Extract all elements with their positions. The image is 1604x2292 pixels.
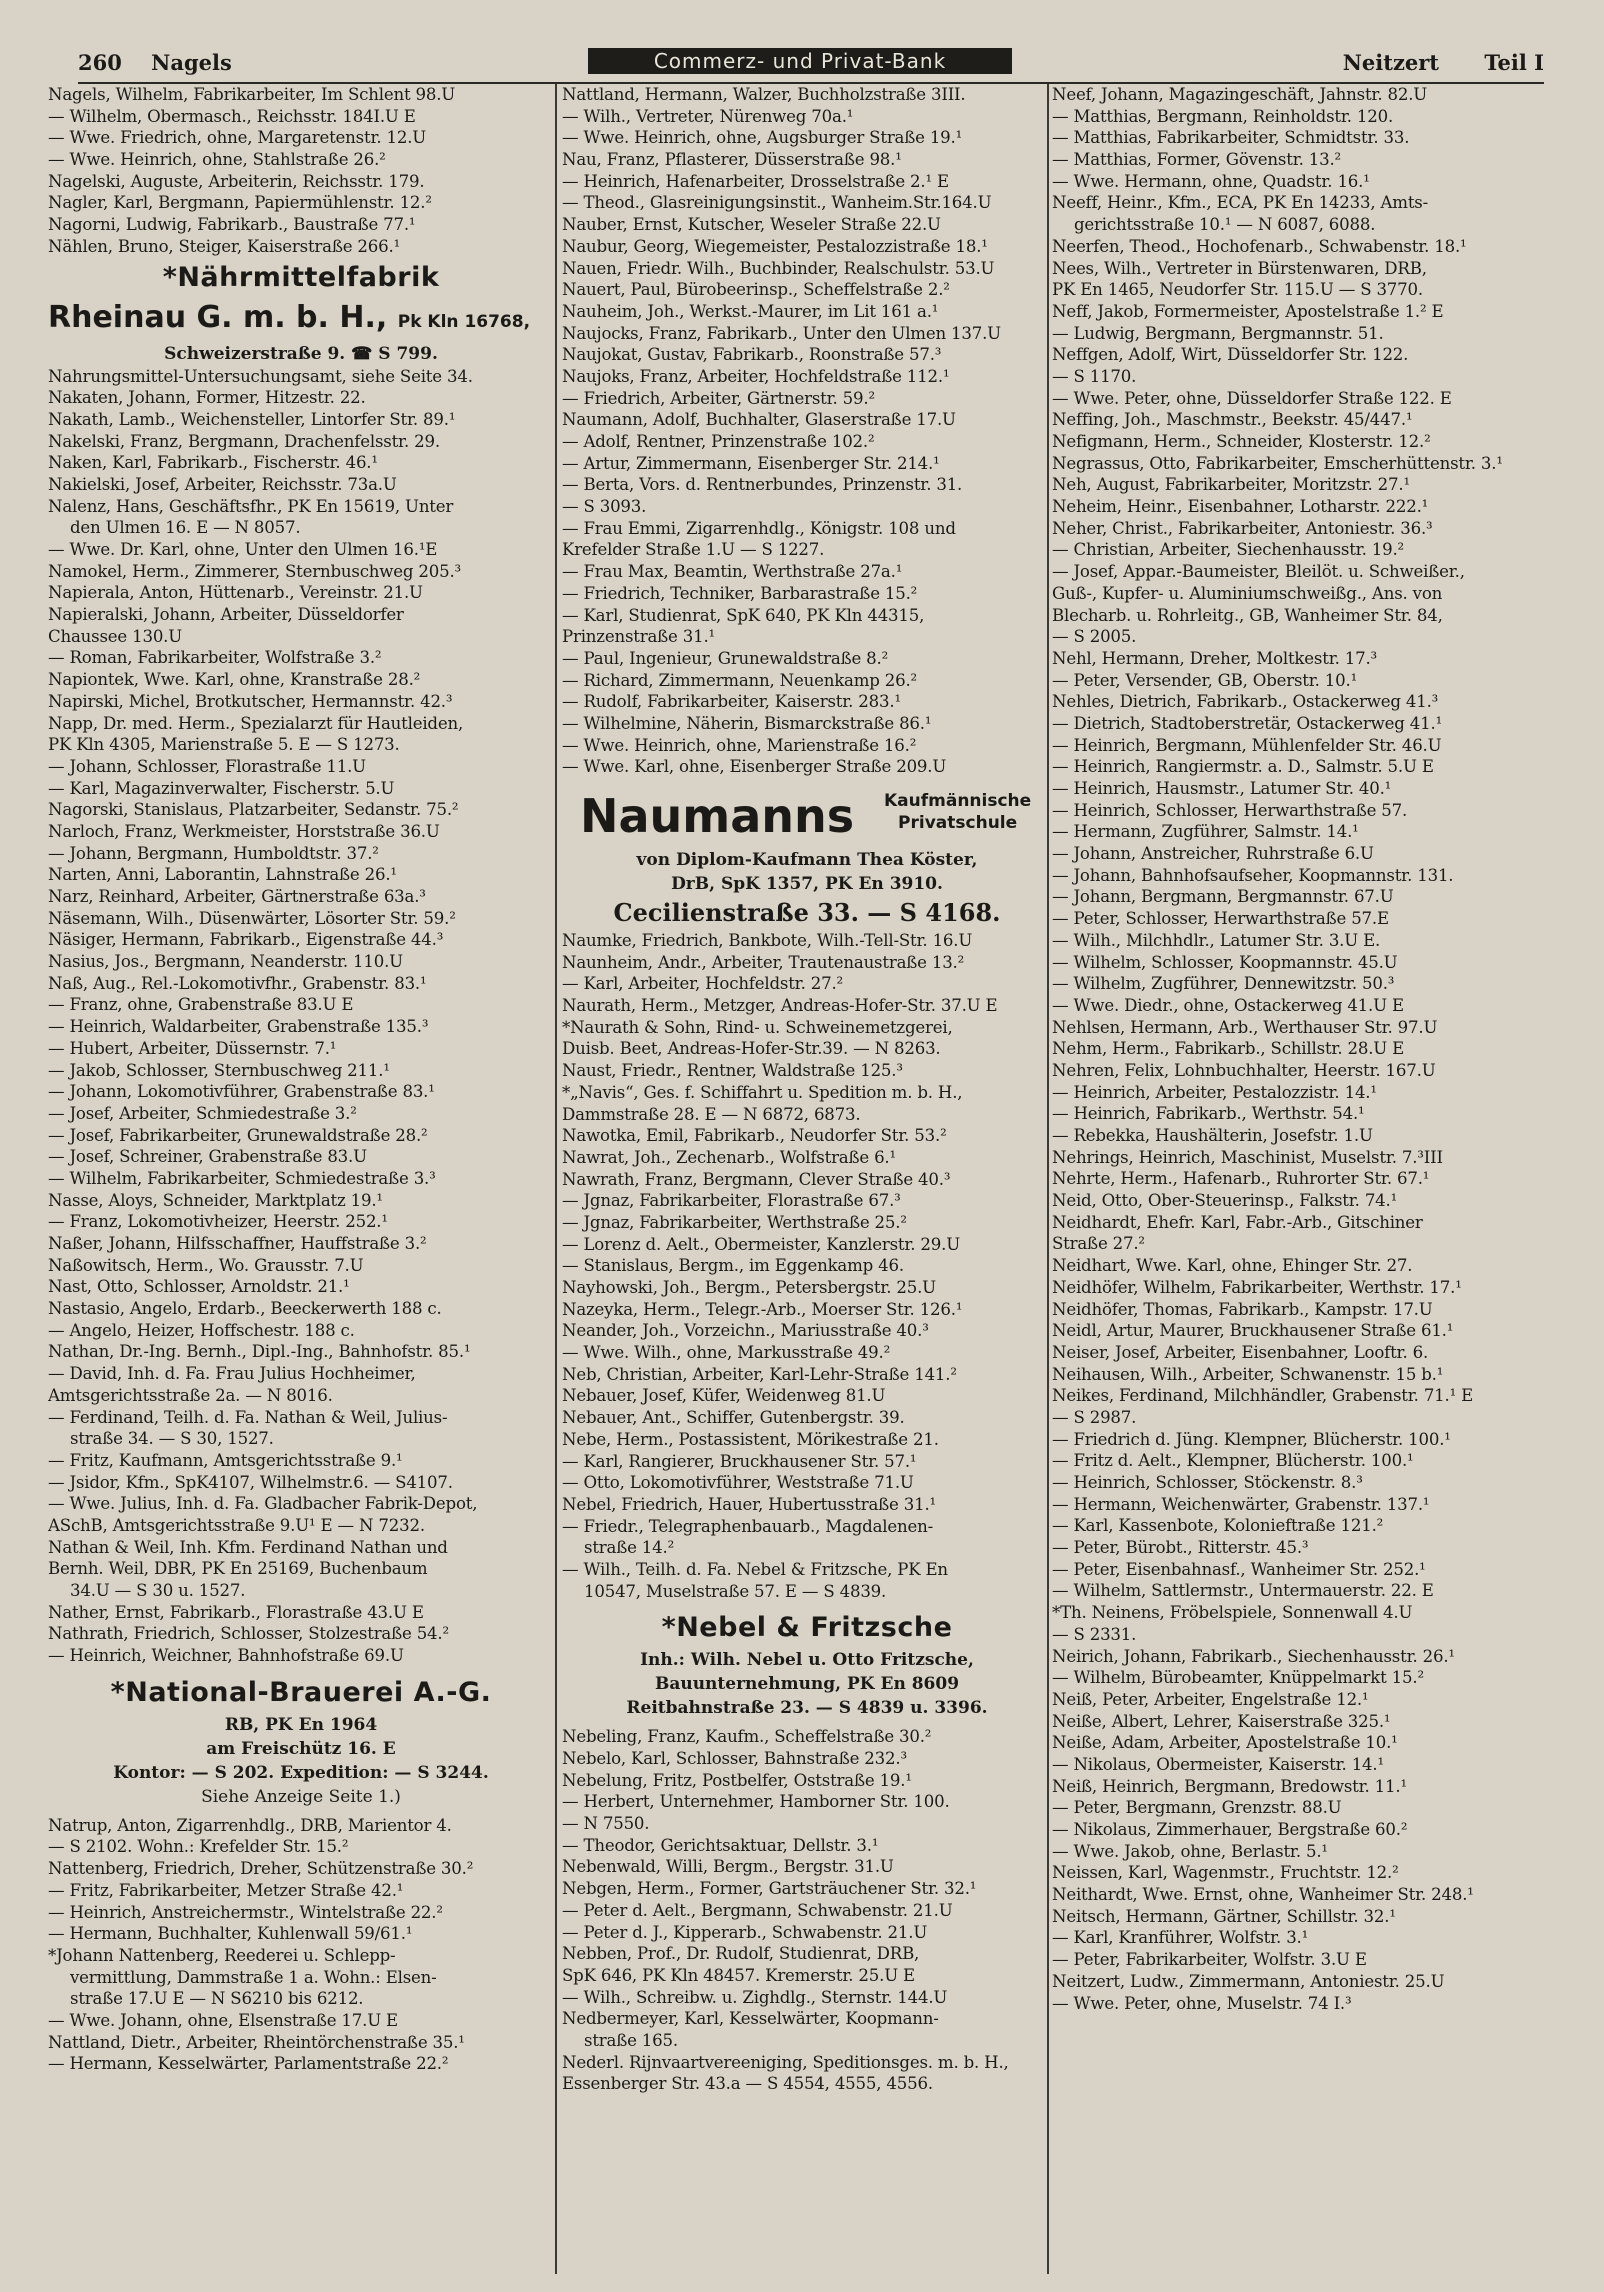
directory-entry: — Otto, Lokomotivführer, Weststraße 71.U — [562, 1473, 914, 1493]
directory-entry: Nauen, Friedr. Wilh., Buchbinder, Realschulstr. 53.U — [562, 258, 995, 278]
directory-entry: *Th. Neinens, Fröbelspiele, Sonnenwall 4.U — [1052, 1603, 1413, 1623]
directory-entry: — Heinrich, Schlosser, Stöckenstr. 8.³ — [1052, 1473, 1363, 1492]
directory-entry: — Artur, Zimmermann, Eisenberger Str. 214.¹ — [562, 453, 940, 473]
directory-entry: PK En 1465, Neudorfer Str. 115.U — S 3770. — [1052, 280, 1423, 300]
ad-title: *Nährmittelfabrik — [162, 261, 440, 293]
directory-entry: Nakaten, Johann, Former, Hitzestr. 22. — [48, 388, 366, 408]
directory-entry: — Josef, Schreiner, Grabenstraße 83.U — [48, 1147, 367, 1167]
directory-entry: Nazeyka, Herm., Telegr.-Arb., Moerser Str. 126.¹ — [562, 1299, 963, 1319]
directory-entry: Neffgen, Adolf, Wirt, Düsseldorfer Str. 122. — [1052, 345, 1409, 365]
directory-entry: Nauert, Paul, Bürobeerinsp., Scheffelstraße 2.² — [562, 280, 950, 300]
directory-entry: Naujocks, Franz, Fabrikarb., Unter den Ulmen 137.U — [562, 323, 1001, 343]
directory-entry: Neidhart, Wwe. Karl, ohne, Ehinger Str. 27. — [1052, 1256, 1413, 1276]
directory-entry: *Johann Nattenberg, Reederei u. Schlepp- — [48, 1945, 396, 1965]
directory-entry: — Franz, Lokomotivheizer, Heerstr. 252.¹ — [48, 1212, 388, 1232]
directory-entry: Neander, Joh., Vorzeichn., Mariusstraße 40.³ — [562, 1321, 929, 1341]
directory-entry: — Jakob, Schlosser, Sternbuschweg 211.¹ — [48, 1060, 390, 1080]
directory-entry: straße 165. — [584, 2030, 678, 2050]
directory-entry: — Wilh., Teilh. d. Fa. Nebel & Fritzsche, PK En — [562, 1559, 948, 1579]
entry-list — [48, 1815, 554, 2075]
directory-entry: Nathrath, Friedrich, Schlosser, Stolzestraße 54.² — [48, 1624, 449, 1644]
directory-entry: Neher, Christ., Fabrikarbeiter, Antoniestr. 36.³ — [1052, 518, 1433, 538]
directory-entry: 10547, Muselstraße 57. E — S 4839. — [584, 1581, 887, 1601]
bank-banner: Commerz- und Privat-Bank — [588, 48, 1012, 74]
directory-entry: — Wilhelm, Schlosser, Koopmannstr. 45.U — [1052, 952, 1398, 972]
directory-entry: — David, Inh. d. Fa. Frau Julius Hochheimer, — [48, 1364, 416, 1384]
directory-entry: — Christian, Arbeiter, Siechenhausstr. 19.² — [1052, 540, 1404, 560]
directory-entry: — Matthias, Bergmann, Reinholdstr. 120. — [1052, 106, 1394, 126]
directory-entry: Neheim, Heinr., Eisenbahner, Lotharstr. 222.¹ — [1052, 497, 1429, 517]
directory-entry: — Wilhelm, Obermasch., Reichsstr. 184I.U E — [48, 106, 416, 126]
directory-entry: Nawotka, Emil, Fabrikarb., Neudorfer Str. 53.² — [562, 1126, 947, 1146]
directory-entry: Naumke, Friedrich, Bankbote, Wilh.-Tell-Str. 16.U — [562, 931, 973, 950]
directory-entry: — Theod., Glasreinigungsinstit., Wanheim.Str.164.U — [562, 193, 992, 213]
directory-entry: — Richard, Zimmermann, Neuenkamp 26.² — [562, 670, 918, 690]
directory-entry: straße 14.² — [584, 1538, 675, 1558]
directory-entry: Nehrte, Herm., Hafenarb., Ruhrorter Str. 67.¹ — [1052, 1169, 1430, 1189]
directory-entry: Naß, Aug., Rel.-Lokomotivfhr., Grabenstr. 83.¹ — [48, 973, 427, 993]
directory-entry: Neiße, Adam, Arbeiter, Apostelstraße 10.¹ — [1052, 1733, 1398, 1753]
directory-entry: Neb, Christian, Arbeiter, Karl-Lehr-Straße 141.² — [562, 1364, 957, 1384]
column-divider — [555, 84, 557, 2274]
directory-entry: — Hubert, Arbeiter, Düssernstr. 7.¹ — [48, 1038, 337, 1058]
directory-entry: — Friedrich d. Jüng. Klempner, Blücherstr. 100.¹ — [1052, 1429, 1451, 1449]
directory-entry: Neffing, Joh., Maschmstr., Beekstr. 45/447.¹ — [1052, 410, 1413, 430]
entry-list — [48, 366, 554, 1667]
directory-entry: — S 3093. — [562, 497, 647, 517]
directory-entry: Nebe, Herm., Postassistent, Mörikestraße 21. — [562, 1429, 939, 1449]
directory-entry: Naurath, Herm., Metzger, Andreas-Hofer-Str. 37.U E — [562, 996, 998, 1016]
directory-entry: Nebauer, Ant., Schiffer, Gutenbergstr. 39. — [562, 1408, 905, 1428]
directory-entry: Krefelder Straße 1.U — S 1227. — [562, 540, 825, 560]
directory-entry: Nattland, Hermann, Walzer, Buchholzstraße 3III. — [562, 85, 966, 104]
directory-entry: Neef, Johann, Magazingeschäft, Jahnstr. 82.U — [1052, 85, 1428, 104]
directory-entry: — Wwe. Wilh., ohne, Markusstraße 49.² — [562, 1343, 891, 1363]
directory-entry: Dammstraße 28. E — N 6872, 6873. — [562, 1104, 861, 1124]
directory-entry: — Wwe. Peter, ohne, Düsseldorfer Straße 122. E — [1052, 388, 1452, 408]
directory-entry: Napiontek, Wwe. Karl, ohne, Kranstraße 28.² — [48, 670, 421, 690]
directory-entry: 34.U — S 30 u. 1527. — [70, 1581, 246, 1600]
directory-entry: Näsemann, Wilh., Düsenwärter, Lösorter Str. 59.² — [48, 908, 456, 928]
directory-entry: — Johann, Bergmann, Humboldtstr. 37.² — [48, 843, 379, 863]
directory-entry: — Jgnaz, Fabrikarbeiter, Werthstraße 25.² — [562, 1212, 907, 1232]
directory-entry: Naßowitsch, Herm., Wo. Grausstr. 7.U — [48, 1255, 364, 1275]
directory-entry: — Josef, Fabrikarbeiter, Grunewaldstraße 28.² — [48, 1125, 428, 1145]
directory-entry: Nauber, Ernst, Kutscher, Weseler Straße 22.U — [562, 215, 941, 235]
directory-entry: — Nikolaus, Obermeister, Kaiserstr. 14.¹ — [1052, 1754, 1384, 1774]
ad-line: von Diplom-Kaufmann Thea Köster, — [636, 850, 978, 870]
directory-entry: Amtsgerichtsstraße 2a. — N 8016. — [48, 1385, 333, 1405]
directory-entry: — Peter, Fabrikarbeiter, Wolfstr. 3.U E — [1052, 1950, 1367, 1970]
directory-entry: Blecharb. u. Rohrleitg., GB, Wanheimer Str. 84, — [1052, 605, 1443, 625]
directory-entry: — Wwe. Heinrich, ohne, Stahlstraße 26.² — [48, 150, 386, 170]
directory-entry: ASchB, Amtsgerichtsstraße 9.U¹ E — N 7232. — [48, 1515, 425, 1535]
directory-entry: — Peter, Schlosser, Herwarthstraße 57.E — [1052, 909, 1389, 929]
directory-entry: Nederl. Rijnvaartvereeniging, Speditionsges. m. b. H., — [562, 2052, 1009, 2072]
phone-icon: ☎ — [351, 343, 373, 364]
directory-entry: Naßer, Johann, Hilfsschaffner, Hauffstraße 3.² — [48, 1234, 427, 1253]
ad-national-brauerei — [48, 1673, 554, 1809]
directory-entry: Straße 27.² — [1052, 1234, 1145, 1254]
directory-entry: — Fritz d. Aelt., Klempner, Blücherstr. 100.¹ — [1052, 1451, 1414, 1471]
directory-entry: — Johann, Schlosser, Florastraße 11.U — [48, 756, 366, 776]
ad-line: Inh.: Wilh. Nebel u. Otto Fritzsche, — [640, 1650, 974, 1671]
directory-entry: Neithardt, Wwe. Ernst, ohne, Wanheimer Str. 248.¹ — [1052, 1885, 1474, 1905]
directory-entry: — Theodor, Gerichtsaktuar, Dellstr. 3.¹ — [562, 1835, 879, 1855]
directory-entry: — Wilhelm, Fabrikarbeiter, Schmiedestraße 3.³ — [48, 1168, 436, 1188]
directory-entry: — Wwe. Johann, ohne, Elsenstraße 17.U E — [48, 2010, 398, 2030]
directory-entry: — Wwe. Friedrich, ohne, Margaretenstr. 12.U — [48, 128, 427, 148]
directory-entry: Bernh. Weil, DBR, PK En 25169, Buchenbaum — [48, 1559, 428, 1579]
directory-entry: — Peter d. J., Kipperarb., Schwabenstr. 21.U — [562, 1922, 928, 1942]
directory-entry: — Heinrich, Rangiermstr. a. D., Salmstr. 5.U E — [1052, 757, 1434, 777]
directory-entry: — Lorenz d. Aelt., Obermeister, Kanzlerstr. 29.U — [562, 1234, 961, 1254]
directory-entry: Namokel, Herm., Zimmerer, Sternbuschweg 205.³ — [48, 561, 461, 581]
directory-entry: Napieralski, Johann, Arbeiter, Düsseldorfer — [48, 605, 404, 625]
directory-entry: — N 7550. — [562, 1814, 650, 1834]
ad-subtitle — [884, 790, 1031, 834]
directory-entry: Naken, Karl, Fabrikarb., Fischerstr. 46.¹ — [48, 453, 378, 473]
directory-entry: Nehrings, Heinrich, Maschinist, Muselstr. 7.³III — [1052, 1147, 1443, 1167]
directory-entry: — Friedrich, Techniker, Barbarastraße 15.² — [562, 583, 918, 603]
directory-entry: — S 1170. — [1052, 366, 1137, 386]
directory-entry: — S 2102. Wohn.: Krefelder Str. 15.² — [48, 1837, 349, 1857]
ad-company-name: Rheinau G. m. b. H., — [48, 299, 388, 335]
directory-entry: Nattenberg, Friedrich, Dreher, Schützenstraße 30.² — [48, 1859, 474, 1879]
directory-entry: Nakath, Lamb., Weichensteller, Lintorfer Str. 89.¹ — [48, 409, 456, 429]
directory-entry: — Wilh., Vertreter, Nürenweg 70a.¹ — [562, 106, 854, 126]
header-left-word: Nagels — [151, 50, 232, 75]
directory-entry: — Ferdinand, Teilh. d. Fa. Nathan & Weil, Julius- — [48, 1407, 448, 1427]
directory-entry: Nasse, Aloys, Schneider, Marktplatz 19.¹ — [48, 1190, 383, 1210]
directory-entry: — Wilhelm, Sattlermstr., Untermauerstr. 22. E — [1052, 1581, 1434, 1601]
directory-entry: — Johann, Bahnhofsaufseher, Koopmannstr. 131. — [1052, 865, 1454, 885]
entry-list — [1052, 84, 1562, 2014]
ad-line: RB, PK En 1964 — [224, 1714, 378, 1735]
ad-title: *Nebel & Fritzsche — [661, 1612, 953, 1644]
directory-entry: — Karl, Studienrat, SpK 640, PK Kln 44315, — [562, 605, 925, 625]
directory-entry: — Wwe. Jakob, ohne, Berlastr. 5.¹ — [1052, 1841, 1328, 1861]
directory-entry: Nagorski, Stanislaus, Platzarbeiter, Sedanstr. 75.² — [48, 800, 459, 820]
directory-entry: Nau, Franz, Pflasterer, Düsserstraße 98.¹ — [562, 150, 902, 170]
directory-entry: Neiß, Heinrich, Bergmann, Bredowstr. 11.¹ — [1052, 1776, 1407, 1796]
directory-entry: — Wilh., Schreibw. u. Zighdlg., Sternstr. 144.U — [562, 1987, 948, 2007]
entry-list — [562, 1726, 1052, 2095]
directory-entry: — Paul, Ingenieur, Grunewaldstraße 8.² — [562, 648, 889, 668]
directory-entry: — Wilhelm, Bürobeamter, Knüppelmarkt 15.² — [1052, 1668, 1424, 1688]
directory-entry: Neeff, Heinr., Kfm., ECA, PK En 14233, Amts- — [1052, 193, 1429, 213]
directory-entry: — Heinrich, Weichner, Bahnhofstraße 69.U — [48, 1646, 404, 1666]
directory-entry: Nebgen, Herm., Former, Gartsträuchener Str. 32.¹ — [562, 1879, 977, 1899]
ad-street: Schweizerstraße 9. — [164, 343, 346, 364]
directory-entry: Narz, Reinhard, Arbeiter, Gärtnerstraße 63a.³ — [48, 887, 426, 906]
directory-entry: Prinzenstraße 31.¹ — [562, 627, 715, 647]
directory-entry: Nauheim, Joh., Werkst.-Maurer, im Lit 161 a.¹ — [562, 301, 939, 321]
directory-entry: Naujoks, Franz, Arbeiter, Hochfeldstraße 112.¹ — [562, 366, 950, 386]
directory-entry: Natrup, Anton, Zigarrenhdlg., DRB, Marientor 4. — [48, 1815, 452, 1835]
directory-entry: Neitsch, Hermann, Gärtner, Schillstr. 32.¹ — [1052, 1906, 1396, 1926]
directory-entry: Nagler, Karl, Bergmann, Papiermühlenstr. 12.² — [48, 193, 432, 213]
directory-entry: gerichtsstraße 10.¹ — N 6087, 6088. — [1074, 215, 1376, 235]
directory-entry: Nakielski, Josef, Arbeiter, Reichsstr. 73a.U — [48, 474, 397, 494]
directory-entry: Nehm, Herm., Fabrikarb., Schillstr. 28.U E — [1052, 1039, 1405, 1059]
directory-entry: Nastasio, Angelo, Erdarb., Beeckerwerth 188 c. — [48, 1299, 442, 1319]
directory-entry: Neikes, Ferdinand, Milchhändler, Grabenstr. 71.¹ E — [1052, 1386, 1474, 1406]
directory-entry: PK Kln 4305, Marienstraße 5. E — S 1273. — [48, 735, 400, 755]
directory-entry: Neff, Jakob, Formermeister, Apostelstraße 1.² E — [1052, 301, 1444, 321]
ad-subtitle-line: Privatschule — [898, 813, 1018, 833]
ad-pk: Pk Kln 16768, — [397, 311, 531, 332]
directory-entry: Nebeling, Franz, Kaufm., Scheffelstraße 30.² — [562, 1727, 932, 1747]
directory-entry: Neitzert, Ludw., Zimmermann, Antoniestr. 25.U — [1052, 1971, 1445, 1991]
directory-entry: — Wilhelmine, Näherin, Bismarckstraße 86.¹ — [562, 713, 932, 733]
ad-line: Kontor: — S 202. Expedition: — S 3244. — [113, 1762, 489, 1783]
directory-entry: — Friedrich, Arbeiter, Gärtnerstr. 59.² — [562, 388, 875, 408]
directory-entry: Nagelski, Auguste, Arbeiterin, Reichsstr. 179. — [48, 171, 425, 191]
directory-entry: Nagels, Wilhelm, Fabrikarbeiter, Im Schlent 98.U — [48, 85, 456, 104]
directory-entry: — Jgnaz, Fabrikarbeiter, Florastraße 67.³ — [562, 1191, 901, 1211]
column-3 — [1052, 84, 1562, 2274]
directory-entry: — Dietrich, Stadtoberstretär, Ostackerweg 41.¹ — [1052, 713, 1443, 733]
directory-entry: — Karl, Rangierer, Bruckhausener Str. 57.¹ — [562, 1451, 917, 1471]
directory-entry: Nast, Otto, Schlosser, Arnoldstr. 21.¹ — [48, 1277, 350, 1297]
directory-entry: — Karl, Arbeiter, Hochfeldstr. 27.² — [562, 974, 843, 994]
directory-entry: Neerfen, Theod., Hochofenarb., Schwabenstr. 18.¹ — [1052, 236, 1467, 256]
directory-entry: — Adolf, Rentner, Prinzenstraße 102.² — [562, 432, 875, 451]
directory-entry: — Fritz, Kaufmann, Amtsgerichtsstraße 9.¹ — [48, 1450, 403, 1470]
directory-entry: straße 17.U E — N S6210 bis 6212. — [70, 1989, 364, 2009]
directory-entry: Nawrath, Franz, Bergmann, Clever Straße 40.³ — [562, 1169, 951, 1189]
page-number: 260 — [78, 50, 122, 75]
directory-entry: — Frau Max, Beamtin, Werthstraße 27a.¹ — [562, 562, 903, 582]
directory-entry: — Heinrich, Fabrikarb., Werthstr. 54.¹ — [1052, 1104, 1365, 1124]
ad-phone: S 799. — [378, 343, 438, 364]
ad-address — [48, 342, 554, 366]
directory-entry: — Peter d. Aelt., Bergmann, Schwabenstr. 21.U — [562, 1900, 953, 1920]
directory-entry: — Peter, Bergmann, Grenzstr. 88.U — [1052, 1798, 1342, 1818]
directory-entry: Neissen, Karl, Wagenmstr., Fruchtstr. 12.² — [1052, 1863, 1399, 1883]
directory-entry: Neiß, Peter, Arbeiter, Engelstraße 12.¹ — [1052, 1689, 1369, 1709]
directory-entry: Nebenwald, Willi, Bergm., Bergstr. 31.U — [562, 1857, 894, 1877]
directory-entry: Naumann, Adolf, Buchhalter, Glaserstraße 17.U — [562, 410, 956, 430]
directory-entry: — Fritz, Fabrikarbeiter, Metzer Straße 42.¹ — [48, 1880, 404, 1900]
directory-entry: Neidhardt, Ehefr. Karl, Fabr.-Arb., Gitschiner — [1052, 1212, 1423, 1232]
directory-entry: — Peter, Eisenbahnasf., Wanheimer Str. 252.¹ — [1052, 1559, 1426, 1579]
directory-entry: — Matthias, Former, Gövenstr. 13.² — [1052, 150, 1341, 170]
ad-nebel-fritzsche — [562, 1608, 1052, 1720]
directory-entry: — Johann, Bergmann, Bergmannstr. 67.U — [1052, 887, 1394, 907]
directory-entry: Nawrat, Joh., Zechenarb., Wolfstraße 6.¹ — [562, 1147, 896, 1167]
directory-entry: — Frau Emmi, Zigarrenhdlg., Königstr. 108 und — [562, 518, 956, 538]
ad-naumanns — [562, 784, 1052, 930]
directory-entry: Neid, Otto, Ober-Steuerinsp., Falkstr. 74.¹ — [1052, 1191, 1398, 1211]
directory-entry: Nahrungsmittel-Untersuchungsamt, siehe Seite 34. — [48, 366, 473, 386]
directory-entry: vermittlung, Dammstraße 1 a. Wohn.: Elsen- — [70, 1967, 437, 1987]
ad-line: Bauunternehmung, PK En 8609 — [654, 1674, 960, 1695]
header-right — [1305, 50, 1544, 75]
directory-entry: — Wwe. Heinrich, ohne, Marienstraße 16.² — [562, 735, 917, 755]
directory-entry: — Jsidor, Kfm., SpK4107, Wilhelmstr.6. — S4107. — [48, 1472, 453, 1492]
directory-entry: Nathan, Dr.-Ing. Bernh., Dipl.-Ing., Bahnhofstr. 85.¹ — [48, 1342, 471, 1362]
entry-list — [48, 84, 554, 258]
directory-entry: — Friedr., Telegraphenbauarb., Magdalenen- — [562, 1516, 934, 1536]
directory-entry: *Naurath & Sohn, Rind- u. Schweinemetzgerei, — [562, 1017, 953, 1037]
column-1 — [48, 84, 554, 2274]
directory-entry: Nebel, Friedrich, Hauer, Hubertusstraße 31.¹ — [562, 1494, 936, 1514]
entry-list — [562, 84, 1052, 778]
directory-entry: — Nikolaus, Zimmerhauer, Bergstraße 60.² — [1052, 1820, 1408, 1839]
directory-entry: Napirski, Michel, Brotkutscher, Hermannstr. 42.³ — [48, 691, 453, 711]
directory-entry: Chaussee 130.U — [48, 626, 183, 646]
directory-entry: Nalenz, Hans, Geschäftsfhr., PK En 15619, Unter — [48, 496, 454, 516]
directory-entry: — Heinrich, Waldarbeiter, Grabenstraße 135.³ — [48, 1017, 429, 1037]
directory-entry: Naunheim, Andr., Arbeiter, Trautenaustraße 13.² — [562, 952, 965, 972]
directory-entry: Narloch, Franz, Werkmeister, Horststraße 36.U — [48, 821, 440, 841]
header-left — [78, 50, 254, 75]
header-part: Teil I — [1484, 50, 1544, 75]
directory-entry: — Wwe. Julius, Inh. d. Fa. Gladbacher Fabrik-Depot, — [48, 1494, 478, 1514]
directory-entry: Narten, Anni, Laborantin, Lahnstraße 26.¹ — [48, 865, 397, 885]
directory-entry: — Karl, Magazinverwalter, Fischerstr. 5.U — [48, 778, 395, 798]
ad-naehrmittelfabrik — [48, 258, 554, 366]
directory-entry: — S 2331. — [1052, 1624, 1137, 1644]
directory-entry: — Angelo, Heizer, Hoffschestr. 188 c. — [48, 1320, 355, 1340]
directory-entry: Neihausen, Wilh., Arbeiter, Schwanenstr. 15 b.¹ — [1052, 1364, 1444, 1384]
directory-entry: Nebauer, Josef, Küfer, Weidenweg 81.U — [562, 1386, 886, 1406]
ad-line: DrB, SpK 1357, PK En 3910. — [671, 874, 943, 894]
directory-entry: Naubur, Georg, Wiegemeister, Pestalozzistraße 18.¹ — [562, 236, 988, 256]
directory-entry: — Heinrich, Schlosser, Herwarthstraße 57. — [1052, 800, 1408, 820]
directory-entry: — Ludwig, Bergmann, Bergmannstr. 51. — [1052, 323, 1384, 343]
directory-entry: — Johann, Lokomotivführer, Grabenstraße 83.¹ — [48, 1082, 435, 1102]
directory-entry: Duisb. Beet, Andreas-Hofer-Str.39. — N 8263. — [562, 1039, 941, 1059]
header-right-word: Neitzert — [1342, 50, 1440, 75]
directory-entry: — Wilh., Milchhdlr., Latumer Str. 3.U E. — [1052, 930, 1381, 950]
directory-entry: — Johann, Anstreicher, Ruhrstraße 6.U — [1052, 844, 1374, 864]
directory-entry: — Rebekka, Haushälterin, Josefstr. 1.U — [1052, 1126, 1373, 1145]
directory-entry: Nehlsen, Hermann, Arb., Werthauser Str. 97.U — [1052, 1017, 1438, 1037]
directory-entry: — Wwe. Heinrich, ohne, Augsburger Straße 19.¹ — [562, 128, 963, 148]
directory-entry: — Wwe. Peter, ohne, Muselstr. 74 I.³ — [1052, 1993, 1352, 2013]
directory-entry: Neiße, Albert, Lehrer, Kaiserstraße 325.¹ — [1052, 1711, 1391, 1731]
directory-entry: — Heinrich, Hafenarbeiter, Drosselstraße 2.¹ E — [562, 171, 949, 191]
directory-entry: — Wwe. Diedr., ohne, Ostackerweg 41.U E — [1052, 995, 1404, 1015]
directory-entry: Nedbermeyer, Karl, Kesselwärter, Koopmann- — [562, 2009, 939, 2029]
directory-entry: Nees, Wilh., Vertreter in Bürstenwaren, DRB, — [1052, 258, 1427, 278]
ad-subtitle-line: Kaufmännische — [884, 791, 1032, 811]
directory-entry: Essenberger Str. 43.a — S 4554, 4555, 4556. — [562, 2074, 933, 2094]
directory-entry: Näsiger, Hermann, Fabrikarb., Eigenstraße 44.³ — [48, 930, 444, 950]
directory-entry: — Karl, Kranführer, Wolfstr. 3.¹ — [1052, 1928, 1309, 1948]
directory-entry: Nebelung, Fritz, Postbelfer, Oststraße 19.¹ — [562, 1770, 912, 1790]
directory-entry: Neh, August, Fabrikarbeiter, Moritzstr. 27.¹ — [1052, 475, 1410, 495]
directory-entry: — Berta, Vors. d. Rentnerbundes, Prinzenstr. 31. — [562, 475, 963, 495]
directory-entry: — Wilhelm, Zugführer, Dennewitzstr. 50.³ — [1052, 974, 1395, 994]
directory-entry: — Josef, Arbeiter, Schmiedestraße 3.² — [48, 1103, 357, 1123]
directory-entry: Neidhöfer, Thomas, Fabrikarb., Kampstr. 17.U — [1052, 1299, 1433, 1319]
directory-entry: Neidl, Artur, Maurer, Bruckhausener Straße 61.¹ — [1052, 1321, 1454, 1341]
directory-entry: Neiser, Josef, Arbeiter, Eisenbahner, Looftr. 6. — [1052, 1342, 1429, 1362]
directory-entry: — Wwe. Karl, ohne, Eisenberger Straße 209.U — [562, 757, 947, 777]
directory-entry: — Roman, Fabrikarbeiter, Wolfstraße 3.² — [48, 648, 382, 668]
directory-entry: Naust, Friedr., Rentner, Waldstraße 125.³ — [562, 1061, 903, 1081]
directory-entry: *„Navis“, Ges. f. Schiffahrt u. Spedition m. b. H., — [562, 1082, 963, 1102]
directory-entry: Nasius, Jos., Bergmann, Neanderstr. 110.U — [48, 952, 403, 972]
directory-entry: — S 2987. — [1052, 1407, 1137, 1427]
page-header — [78, 48, 1544, 84]
directory-entry: — Hermann, Weichenwärter, Grabenstr. 137.¹ — [1052, 1494, 1430, 1514]
directory-entry: Nakelski, Franz, Bergmann, Drachenfelsstr. 29. — [48, 431, 440, 451]
ad-line: Siehe Anzeige Seite 1.) — [201, 1786, 401, 1807]
directory-entry: Nehl, Hermann, Dreher, Moltkestr. 17.³ — [1052, 648, 1377, 668]
directory-entry: Guß-, Kupfer- u. Aluminiumschweißg., Ans. von — [1052, 583, 1443, 603]
ad-company — [48, 298, 554, 342]
directory-entry: Nehles, Dietrich, Fabrikarb., Ostackerweg 41.³ — [1052, 692, 1439, 712]
directory-entry: — Heinrich, Bergmann, Mühlenfelder Str. 46.U — [1052, 735, 1442, 755]
directory-entry: — Wwe. Hermann, ohne, Quadstr. 16.¹ — [1052, 171, 1370, 191]
directory-entry: — Rudolf, Fabrikarbeiter, Kaiserstr. 283.¹ — [562, 692, 901, 712]
directory-entry: — Hermann, Zugführer, Salmstr. 14.¹ — [1052, 822, 1359, 842]
directory-entry: — Heinrich, Anstreichermstr., Wintelstraße 22.² — [48, 1902, 443, 1922]
directory-entry: Nather, Ernst, Fabrikarb., Florastraße 43.U E — [48, 1602, 424, 1622]
directory-entry: Nagorni, Ludwig, Fabrikarb., Baustraße 77.¹ — [48, 215, 416, 235]
ad-line: Reitbahnstraße 23. — S 4839 u. 3396. — [626, 1698, 988, 1719]
directory-entry: — Hermann, Buchhalter, Kuhlenwall 59/61.¹ — [48, 1924, 413, 1944]
entry-list — [562, 930, 1052, 1602]
directory-entry: Nebelo, Karl, Schlosser, Bahnstraße 232.³ — [562, 1749, 907, 1768]
directory-entry: — Heinrich, Arbeiter, Pestalozzistr. 14.¹ — [1052, 1082, 1377, 1102]
ad-line: Cecilienstraße 33. — S 4168. — [613, 898, 1001, 927]
ad-line: am Freischütz 16. E — [206, 1738, 396, 1759]
directory-entry: — Franz, ohne, Grabenstraße 83.U E — [48, 995, 354, 1015]
directory-entry: Nefigmann, Herm., Schneider, Klosterstr. 12.² — [1052, 432, 1431, 451]
directory-entry: Neidhöfer, Wilhelm, Fabrikarbeiter, Werthstr. 17.¹ — [1052, 1277, 1462, 1297]
directory-entry: Neirich, Johann, Fabrikarb., Siechenhausstr. 26.¹ — [1052, 1646, 1455, 1666]
directory-entry: — Herbert, Unternehmer, Hamborner Str. 100. — [562, 1792, 950, 1812]
directory-entry: straße 34. — S 30, 1527. — [70, 1429, 274, 1449]
ad-header — [562, 784, 1052, 848]
directory-entry: SpK 646, PK Kln 48457. Kremerstr. 25.U E — [562, 1965, 915, 1985]
ad-title: Naumanns — [580, 789, 855, 843]
directory-entry: Nattland, Dietr., Arbeiter, Rheintörchenstraße 35.¹ — [48, 2032, 465, 2052]
directory-entry: Nebben, Prof., Dr. Rudolf, Studienrat, DRB, — [562, 1944, 920, 1964]
directory-entry: — Stanislaus, Bergm., im Eggenkamp 46. — [562, 1256, 904, 1276]
directory-entry: — Wwe. Dr. Karl, ohne, Unter den Ulmen 16.¹E — [48, 540, 438, 559]
column-2 — [562, 84, 1052, 2274]
directory-entry: — Hermann, Kesselwärter, Parlamentstraße 22.² — [48, 2054, 449, 2074]
directory-entry: — Karl, Kassenbote, Kolonieftraße 121.² — [1052, 1516, 1384, 1536]
directory-entry: Nählen, Bruno, Steiger, Kaiserstraße 266.¹ — [48, 236, 401, 256]
directory-entry: — Peter, Bürobt., Ritterstr. 45.³ — [1052, 1538, 1309, 1558]
directory-entry: — Josef, Appar.-Baumeister, Bleilöt. u. Schweißer., — [1052, 562, 1465, 582]
directory-entry: — S 2005. — [1052, 627, 1137, 647]
directory-entry: Nehren, Felix, Lohnbuchhalter, Heerstr. 167.U — [1052, 1060, 1436, 1080]
directory-entry: Napierala, Anton, Hüttenarb., Vereinstr. 21.U — [48, 583, 423, 603]
directory-entry: den Ulmen 16. E — N 8057. — [70, 518, 301, 538]
directory-entry: Naujokat, Gustav, Fabrikarb., Roonstraße 57.³ — [562, 345, 942, 365]
directory-entry: Negrassus, Otto, Fabrikarbeiter, Emscherhüttenstr. 3.¹ — [1052, 453, 1503, 473]
directory-entry: Napp, Dr. med. Herm., Spezialarzt für Hautleiden, — [48, 713, 464, 733]
directory-entry: Nayhowski, Joh., Bergm., Petersbergstr. 25.U — [562, 1278, 936, 1297]
directory-entry: — Matthias, Fabrikarbeiter, Schmidtstr. 33. — [1052, 128, 1410, 148]
directory-entry: — Peter, Versender, GB, Oberstr. 10.¹ — [1052, 670, 1358, 690]
directory-entry: Nathan & Weil, Inh. Kfm. Ferdinand Nathan und — [48, 1537, 448, 1557]
directory-entry: — Heinrich, Hausmstr., Latumer Str. 40.¹ — [1052, 779, 1392, 798]
ad-title: *National-Brauerei A.-G. — [110, 1676, 492, 1708]
